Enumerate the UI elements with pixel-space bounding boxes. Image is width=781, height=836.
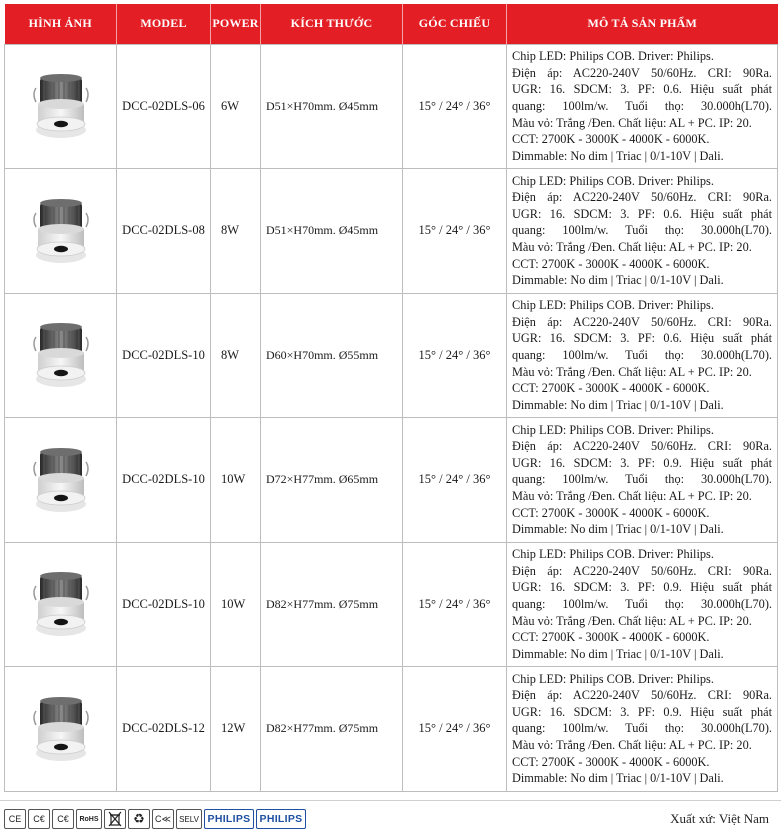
rohs-icon: RoHS [76, 809, 102, 829]
header-angle: GÓC CHIẾU [403, 4, 507, 44]
power-cell: 12W [211, 667, 261, 792]
model-cell: DCC-02DLS-10 [117, 542, 211, 667]
recycle-icon: ♻ [128, 809, 150, 829]
description-line: Màu vỏ: Trắng /Đen. Chất liệu: AL + PC. IP: 20. [512, 115, 752, 130]
selv-icon: SELV [176, 809, 202, 829]
table-row [5, 418, 778, 543]
description-line: Màu vỏ: Trắng /Đen. Chất liệu: AL + PC. IP: 20. [512, 613, 752, 628]
description-cell [507, 542, 778, 667]
angle-cell: 15° / 24° / 36° [403, 44, 507, 169]
downlight-icon [26, 189, 96, 269]
ce-mark-icon: C€ [52, 809, 74, 829]
power-cell: 8W [211, 169, 261, 294]
footer [0, 800, 781, 836]
header-power: POWER [211, 4, 261, 44]
description-line: Màu vỏ: Trắng /Đen. Chất liệu: AL + PC. IP: 20. [512, 489, 752, 504]
size-cell: D82×H77mm. Ø75mm [261, 667, 403, 792]
description-line: UGR: 16. SDCM: 3. PF: 0.9. Hiệu suất phát [512, 704, 772, 719]
power-cell: 10W [211, 542, 261, 667]
description-line: UGR: 16. SDCM: 3. PF: 0.6. Hiệu suất phát [512, 82, 772, 97]
product-image-cell [5, 667, 117, 792]
description-line: Dimmable: No dim | Triac | 0/1-10V | Dali. [512, 522, 724, 537]
description-line: Dimmable: No dim | Triac | 0/1-10V | Dali. [512, 771, 724, 786]
description-line: Màu vỏ: Trắng /Đen. Chất liệu: AL + PC. IP: 20. [512, 240, 752, 255]
description-line: quang: 100lm/w. Tuổi thọ: 30.000h(L70). [512, 223, 772, 238]
description-line: Dimmable: No dim | Triac | 0/1-10V | Dali. [512, 273, 724, 288]
header-size: KÍCH THƯỚC [261, 4, 403, 44]
description-line: CCT: 2700K - 3000K - 4000K - 6000K. [512, 505, 710, 520]
description-line: Chip LED: Philips COB. Driver: Philips. [512, 298, 714, 313]
description-line: Chip LED: Philips COB. Driver: Philips. [512, 49, 714, 64]
description-line: Điện áp: AC220-240V 50/60Hz. CRI: 90Ra. [512, 314, 772, 329]
downlight-icon [26, 64, 96, 144]
description-cell [507, 667, 778, 792]
power-cell: 10W [211, 418, 261, 543]
size-cell: D72×H77mm. Ø65mm [261, 418, 403, 543]
weee-bin-icon [104, 809, 126, 829]
description-line: quang: 100lm/w. Tuổi thọ: 30.000h(L70). [512, 721, 772, 736]
product-image-cell [5, 542, 117, 667]
model-cell: DCC-02DLS-10 [117, 293, 211, 418]
product-image-cell [5, 169, 117, 294]
product-image-cell [5, 418, 117, 543]
header-description: MÔ TẢ SẢN PHẨM [507, 4, 778, 44]
description-line: Màu vỏ: Trắng /Đen. Chất liệu: AL + PC. IP: 20. [512, 364, 752, 379]
description-line: CCT: 2700K - 3000K - 4000K - 6000K. [512, 381, 710, 396]
header-model: MODEL [117, 4, 211, 44]
description-line: UGR: 16. SDCM: 3. PF: 0.9. Hiệu suất phát [512, 580, 772, 595]
description-line: Dimmable: No dim | Triac | 0/1-10V | Dali. [512, 646, 724, 661]
table-row [5, 667, 778, 792]
description-line: CCT: 2700K - 3000K - 4000K - 6000K. [512, 132, 710, 147]
size-cell: D51×H70mm. Ø45mm [261, 169, 403, 294]
downlight-icon [26, 687, 96, 767]
description-line: quang: 100lm/w. Tuổi thọ: 30.000h(L70). [512, 98, 772, 113]
power-cell: 6W [211, 44, 261, 169]
model-cell: DCC-02DLS-06 [117, 44, 211, 169]
header-image: HÌNH ẢNH [5, 4, 117, 44]
description-line: Chip LED: Philips COB. Driver: Philips. [512, 422, 714, 437]
description-line: Điện áp: AC220-240V 50/60Hz. CRI: 90Ra. [512, 563, 772, 578]
description-line: Dimmable: No dim | Triac | 0/1-10V | Dali. [512, 397, 724, 412]
description-line: Chip LED: Philips COB. Driver: Philips. [512, 547, 714, 562]
ce-mark-icon: C≪ [152, 809, 174, 829]
description-line: CCT: 2700K - 3000K - 4000K - 6000K. [512, 754, 710, 769]
size-cell: D51×H70mm. Ø45mm [261, 44, 403, 169]
ce-mark-icon: C€ [28, 809, 50, 829]
angle-cell: 15° / 24° / 36° [403, 169, 507, 294]
description-line: Màu vỏ: Trắng /Đen. Chất liệu: AL + PC. IP: 20. [512, 738, 752, 753]
model-cell: DCC-02DLS-10 [117, 418, 211, 543]
ce-mark-icon: CE [4, 809, 26, 829]
description-cell [507, 293, 778, 418]
description-line: quang: 100lm/w. Tuổi thọ: 30.000h(L70). [512, 596, 772, 611]
description-line: CCT: 2700K - 3000K - 4000K - 6000K. [512, 630, 710, 645]
description-line: Điện áp: AC220-240V 50/60Hz. CRI: 90Ra. [512, 439, 772, 454]
description-line: UGR: 16. SDCM: 3. PF: 0.9. Hiệu suất phát [512, 455, 772, 470]
downlight-icon [26, 438, 96, 518]
description-line: CCT: 2700K - 3000K - 4000K - 6000K. [512, 256, 710, 271]
size-cell: D82×H77mm. Ø75mm [261, 542, 403, 667]
downlight-icon [26, 562, 96, 642]
description-line: Dimmable: No dim | Triac | 0/1-10V | Dali. [512, 148, 724, 163]
table-row [5, 44, 778, 169]
model-cell: DCC-02DLS-12 [117, 667, 211, 792]
description-line: UGR: 16. SDCM: 3. PF: 0.6. Hiệu suất phát [512, 331, 772, 346]
table-row [5, 169, 778, 294]
description-line: Chip LED: Philips COB. Driver: Philips. [512, 173, 714, 188]
description-line: quang: 100lm/w. Tuổi thọ: 30.000h(L70). [512, 472, 772, 487]
angle-cell: 15° / 24° / 36° [403, 418, 507, 543]
description-line: Chip LED: Philips COB. Driver: Philips. [512, 671, 714, 686]
product-image-cell [5, 293, 117, 418]
description-line: Điện áp: AC220-240V 50/60Hz. CRI: 90Ra. [512, 688, 772, 703]
table-row [5, 293, 778, 418]
description-cell [507, 44, 778, 169]
table-header-row [5, 4, 778, 44]
description-cell [507, 418, 778, 543]
size-cell: D60×H70mm. Ø55mm [261, 293, 403, 418]
description-cell [507, 169, 778, 294]
description-line: UGR: 16. SDCM: 3. PF: 0.6. Hiệu suất phát [512, 206, 772, 221]
downlight-icon [26, 313, 96, 393]
philips-logo: PHILIPS [256, 809, 306, 829]
spec-table [4, 4, 778, 792]
angle-cell: 15° / 24° / 36° [403, 293, 507, 418]
angle-cell: 15° / 24° / 36° [403, 542, 507, 667]
product-image-cell [5, 44, 117, 169]
philips-logo: PHILIPS [204, 809, 254, 829]
angle-cell: 15° / 24° / 36° [403, 667, 507, 792]
description-line: Điện áp: AC220-240V 50/60Hz. CRI: 90Ra. [512, 65, 772, 80]
power-cell: 8W [211, 293, 261, 418]
description-line: Điện áp: AC220-240V 50/60Hz. CRI: 90Ra. [512, 190, 772, 205]
description-line: quang: 100lm/w. Tuổi thọ: 30.000h(L70). [512, 347, 772, 362]
table-row [5, 542, 778, 667]
certification-logos [4, 809, 306, 829]
origin-text: Xuất xứ: Việt Nam [670, 811, 769, 826]
model-cell: DCC-02DLS-08 [117, 169, 211, 294]
